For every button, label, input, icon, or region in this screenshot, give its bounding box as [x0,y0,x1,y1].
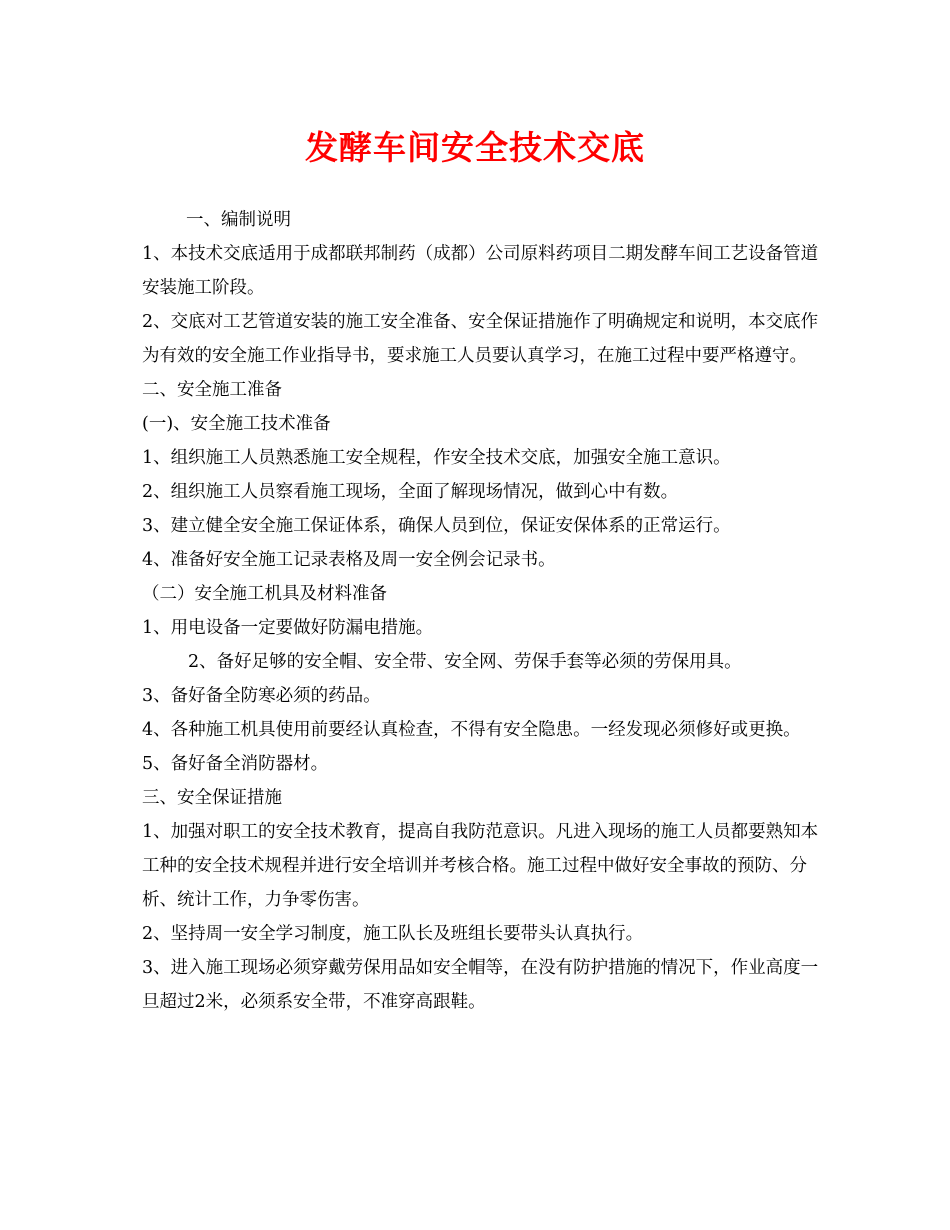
section-heading-3: 三、安全保证措施 [142,788,282,808]
section-heading-2: 二、安全施工准备 [142,380,282,400]
document-body [142,203,822,1019]
paragraph: 2、备好足够的安全帽、安全带、安全网、劳保手套等必须的劳保用具。 [188,652,742,672]
paragraph: 4、各种施工机具使用前要经认真检查，不得有安全隐患。一经发现必须修好或更换。 [142,720,801,740]
paragraph: 1、本技术交底适用于成都联邦制药（成都）公司原料药项目二期发酵车间工艺设备管道安装施工阶段。 [142,244,819,298]
paragraph: 2、坚持周一安全学习制度，施工队长及班组长要带头认真执行。 [142,924,644,944]
paragraph: 3、进入施工现场必须穿戴劳保用品如安全帽等，在没有防护措施的情况下，作业高度一旦超过2米，必须系安全带，不准穿高跟鞋。 [142,958,819,1012]
subsection-heading-1: (一)、安全施工技术准备 [142,414,331,434]
paragraph: 4、准备好安全施工记录表格及周一安全例会记录书。 [142,550,556,570]
paragraph: 5、备好备全消防器材。 [142,754,329,774]
paragraph: 3、备好备全防寒必须的药品。 [142,686,381,706]
section-heading-1: 一、编制说明 [186,210,291,230]
paragraph: 3、建立健全安全施工保证体系，确保人员到位，保证安保体系的正常运行。 [142,516,731,536]
paragraph: 2、组织施工人员察看施工现场，全面了解现场情况，做到心中有数。 [142,482,679,502]
paragraph: 2、交底对工艺管道安装的施工安全准备、安全保证措施作了明确规定和说明，本交底作为有效的安全施工作业指导书，要求施工人员要认真学习，在施工过程中要严格遵守。 [142,312,819,366]
paragraph: 1、用电设备一定要做好防漏电措施。 [142,618,434,638]
subsection-heading-2: （二）安全施工机具及材料准备 [142,584,387,604]
paragraph: 1、加强对职工的安全技术教育，提高自我防范意识。凡进入现场的施工人员都要熟知本工种的安全技术规程并进行安全培训并考核合格。施工过程中做好安全事故的预防、分析、统计工作，力争零伤害。 [142,822,819,910]
document-title: 发酵车间安全技术交底 [305,128,645,167]
paragraph: 1、组织施工人员熟悉施工安全规程，作安全技术交底，加强安全施工意识。 [142,448,731,468]
